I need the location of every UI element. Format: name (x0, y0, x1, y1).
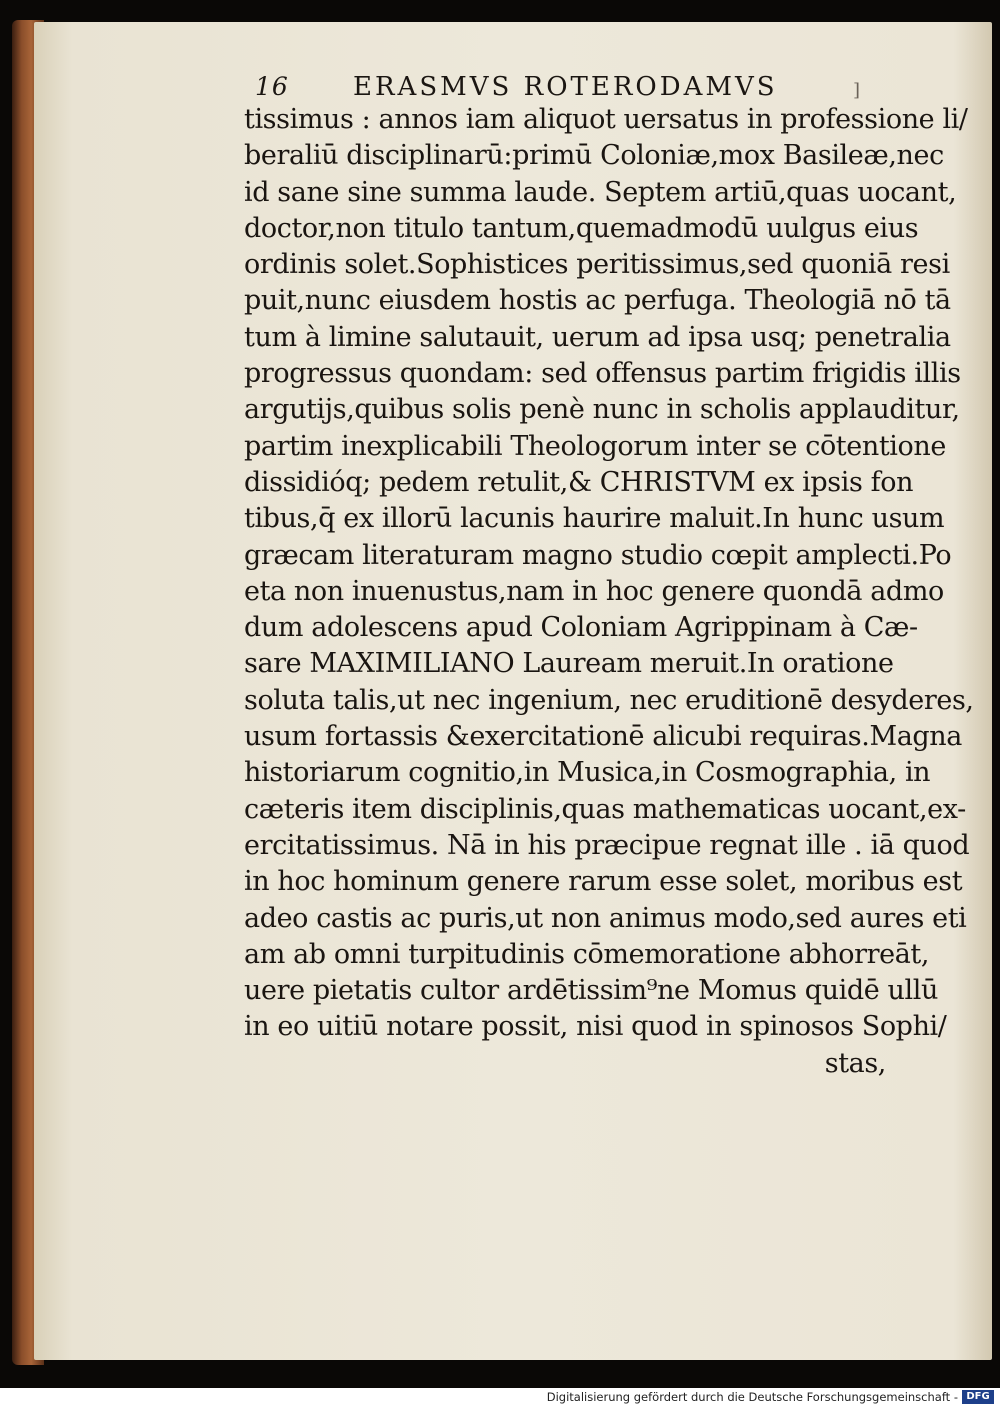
running-title: ERASMVS ROTERODAMVS (353, 72, 778, 102)
text-line: usum fortassis &exercitationē alicubi requiras.Magna (244, 721, 962, 753)
text-line: in hoc hominum genere rarum esse solet, moribus est (244, 866, 963, 898)
text-line: doctor,non titulo tantum,quemadmodū uulgus eius (244, 212, 919, 244)
text-line: puit,nunc eiusdem hostis ac perfuga. Theologiā nō tā (244, 285, 951, 317)
body-text (244, 102, 974, 1082)
text-line: græcam literaturam magno studio cœpit amplecti.Po (244, 539, 952, 571)
page-number: 16 (255, 72, 289, 101)
text-line: uere pietatis cultor ardētissim⁹ne Momus quidē ullū (244, 975, 938, 1007)
text-line: dissidióq; pedem retulit,& CHRISTVM ex ipsis fon (244, 466, 914, 498)
text-line: soluta talis,ut nec ingenium, nec eruditionē desyderes, (244, 684, 974, 716)
text-line: in eo uitiū notare possit, nisi quod in spinosos Sophi/ (244, 1011, 947, 1043)
text-line: argutijs,quibus solis penè nunc in scholis applauditur, (244, 394, 960, 426)
funding-credit: Digitalisierung gefördert durch die Deutsche Forschungsgemeinschaft - (546, 1390, 958, 1404)
text-line: tibus,q̄ ex illorū lacunis haurire maluit.In hunc usum (244, 503, 945, 535)
margin-mark: ] (853, 80, 861, 101)
text-line: eta non inuenustus,nam in hoc genere quondā admo (244, 575, 944, 607)
catchword: stas, (824, 1047, 886, 1079)
text-line: tissimus : annos iam aliquot uersatus in professione li/ (244, 104, 968, 135)
text-line: ordinis solet.Sophistices peritissimus,sed quoniā resi (244, 249, 950, 281)
text-line: progressus quondam: sed offensus partim frigidis illis (244, 358, 961, 390)
text-line: beraliū disciplinarū:primū Coloniæ,mox Basileæ,nec (244, 140, 944, 172)
text-line: adeo castis ac puris,ut non animus modo,sed aures eti (244, 902, 967, 934)
text-line: historiarum cognitio,in Musica,in Cosmographia, in (244, 757, 931, 789)
text-line: tum à limine salutauit, uerum ad ipsa usq; penetralia (244, 321, 951, 353)
text-line: cæteris item disciplinis,quas mathematicas uocant,ex- (244, 793, 966, 825)
text-line: id sane sine summa laude. Septem artiū,quas uocant, (244, 176, 957, 208)
dfg-logo-icon: DFG (962, 1390, 994, 1404)
text-line: dum adolescens apud Coloniam Agrippinam à Cæ- (244, 612, 918, 644)
text-line: partim inexplicabili Theologorum inter se cōtentione (244, 430, 946, 462)
text-line: sare MAXIMILIANO Lauream meruit.In oratione (244, 648, 894, 680)
text-line: am ab omni turpitudinis cōmemoratione abhorreāt, (244, 938, 930, 970)
footer-bar (0, 1388, 1000, 1408)
text-line: ercitatissimus. Nā in his præcipue regnat ille . iā quod (244, 829, 970, 861)
